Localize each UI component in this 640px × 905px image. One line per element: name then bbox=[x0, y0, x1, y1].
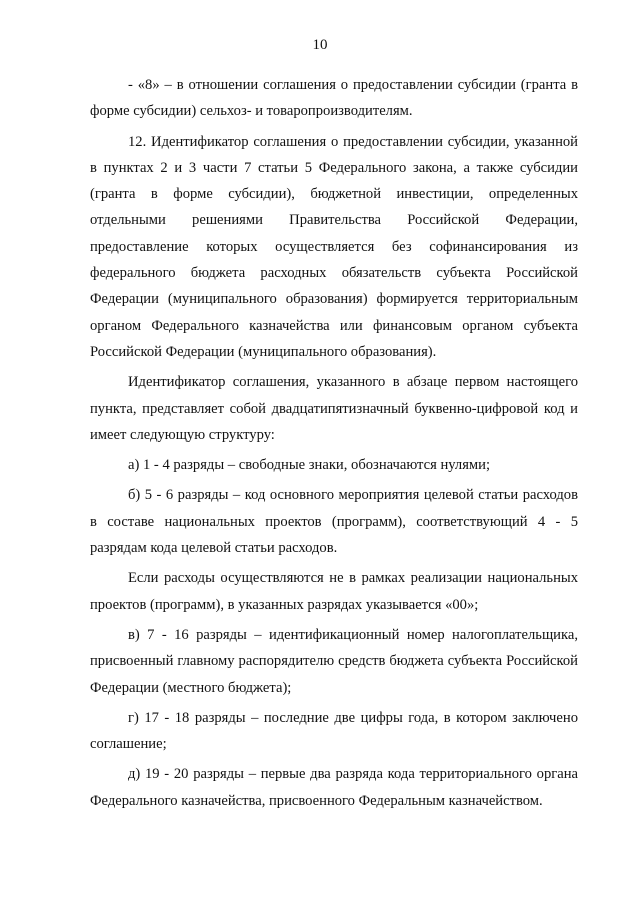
document-body bbox=[90, 72, 578, 814]
paragraph-item-b: б) 5 - 6 разряды – код основного мероприятия целевой статьи расходов в составе национальных проектов (программ), соответствующий 4 - 5 разрядам кода целевой статьи расходов. bbox=[90, 487, 578, 557]
page-number: 10 bbox=[312, 37, 328, 53]
paragraph-12-agreement-identifier: 12. Идентификатор соглашения о предоставлении субсидии, указанной в пунктах 2 и 3 части 7 статьи 5 Федерального закона, а также субсидии (гранта в форме субсидии), бюджетной инвестиции, определенных отдельными решениями Правительства Российской Федерации, предоставление которых осуществляется без софинансирования из федерального бюджета расходных обязательств субъекта Российской Федерации (муниципального образования) формируется территориальным органом Федерального казначейства или финансовым органом субъекта Российской Федерации (муниципального образования). bbox=[90, 133, 578, 360]
paragraph-item-d: д) 19 - 20 разряды – первые два разряда кода территориального органа Федерального казначейства, присвоенного Федеральным казначейством. bbox=[90, 766, 578, 809]
paragraph-item-v: в) 7 - 16 разряды – идентификационный номер налогоплательщика, присвоенный главному распорядителю средств бюджета субъекта Российской Федерации (местного бюджета); bbox=[90, 626, 578, 696]
paragraph-identifier-structure: Идентификатор соглашения, указанного в абзаце первом настоящего пункта, представляет собой двадцатипятизначный буквенно-цифровой код и имеет следующую структуру: bbox=[90, 374, 578, 443]
paragraph-code-8: - «8» – в отношении соглашения о предоставлении субсидии (гранта в форме субсидии) сельхоз- и товаропроизводителям. bbox=[90, 77, 578, 120]
paragraph-non-national-projects: Если расходы осуществляются не в рамках реализации национальных проектов (программ), в указанных разрядах указывается «00»; bbox=[90, 570, 578, 613]
paragraph-item-g: г) 17 - 18 разряды – последние две цифры года, в котором заключено соглашение; bbox=[90, 709, 578, 753]
paragraph-item-a: а) 1 - 4 разряды – свободные знаки, обозначаются нулями; bbox=[128, 457, 491, 474]
